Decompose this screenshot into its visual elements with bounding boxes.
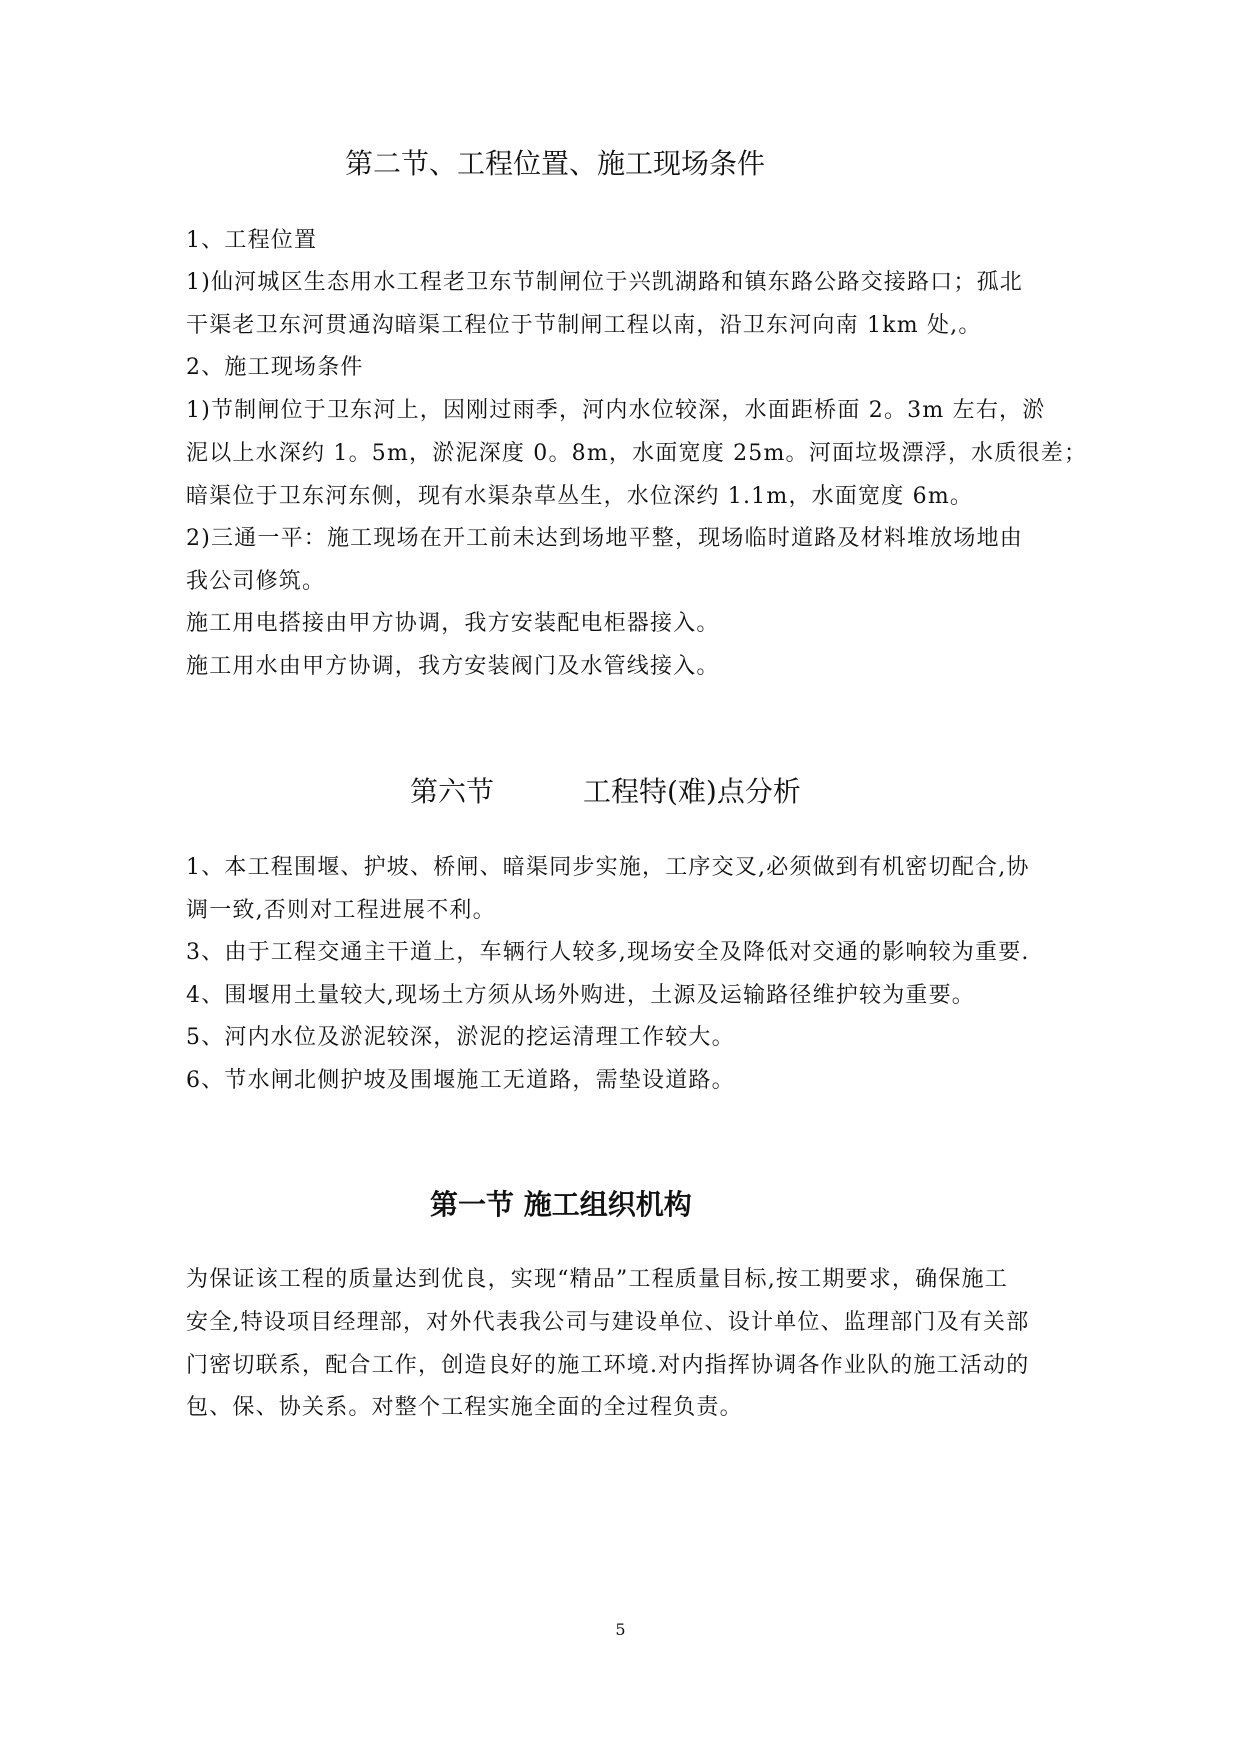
section-2-line: 干渠老卫东河贯通沟暗渠工程位于节制闸工程以南，沿卫东河向南 1km 处,。 bbox=[186, 313, 982, 338]
section-6-line: 调一致,否则对工程进展不利。 bbox=[186, 898, 496, 923]
section-2-line: 暗渠位于卫东河东侧，现有水渠杂草丛生，水位深约 1.1m，水面宽度 6m。 bbox=[186, 484, 974, 509]
section-2-line: 1)仙河城区生态用水工程老卫东节制闸位于兴凯湖路和镇东路公路交接路口；孤北 bbox=[186, 270, 1023, 295]
section-6-line: 1、本工程围堰、护坡、桥闸、暗渠同步实施，工序交叉,必须做到有机密切配合,协 bbox=[186, 855, 1030, 880]
section-6-line: 6、节水闸北侧护坡及围堰施工无道路，需垫设道路。 bbox=[186, 1068, 735, 1093]
section-2-line: 我公司修筑。 bbox=[186, 569, 326, 594]
section-1-title: 第一节 施工组织机构 bbox=[430, 1188, 692, 1221]
section-2-line: 施工用电搭接由甲方协调，我方安装配电柜器接入。 bbox=[186, 611, 720, 636]
section-2-line: 2)三通一平：施工现场在开工前未达到场地平整，现场临时道路及材料堆放场地由 bbox=[186, 526, 1023, 551]
section-2-line: 施工用水由甲方协调，我方安装阀门及水管线接入。 bbox=[186, 654, 720, 679]
section-6-title: 第六节 工程特(难)点分析 bbox=[410, 775, 801, 808]
section-1-line: 包、保、协关系。对整个工程实施全面的全过程负责。 bbox=[186, 1395, 743, 1420]
section-6-line: 3、由于工程交通主干道上，车辆行人较多,现场安全及降低对交通的影响较为重要. bbox=[186, 940, 1030, 965]
page-number: 5 bbox=[615, 1620, 626, 1639]
section-2-line: 1)节制闸位于卫东河上，因刚过雨季，河内水位较深，水面距桥面 2。3m 左右，淤 bbox=[186, 398, 1046, 423]
section-2-line: 1、工程位置 bbox=[186, 228, 318, 253]
section-1-line: 安全,特设项目经理部，对外代表我公司与建设单位、设计单位、监理部门及有关部 bbox=[186, 1310, 1030, 1335]
section-2-title: 第二节、工程位置、施工现场条件 bbox=[345, 147, 766, 180]
section-2-line: 泥以上水深约 1。5m，淤泥深度 0。8m，水面宽度 25m。河面垃圾漂浮，水质很差； bbox=[186, 441, 1088, 466]
section-2-line: 2、施工现场条件 bbox=[186, 355, 364, 380]
section-1-line: 门密切联系，配合工作，创造良好的施工环境.对内指挥协调各作业队的施工活动的 bbox=[186, 1353, 1030, 1378]
section-1-line: 为保证该工程的质量达到优良，实现“精品”工程质量目标,按工期要求，确保施工 bbox=[186, 1267, 1008, 1292]
section-6-line: 5、河内水位及淤泥较深，淤泥的挖运清理工作较大。 bbox=[186, 1025, 735, 1050]
section-6-line: 4、围堰用土量较大,现场土方须从场外购进，土源及运输路径维护较为重要。 bbox=[186, 983, 975, 1008]
